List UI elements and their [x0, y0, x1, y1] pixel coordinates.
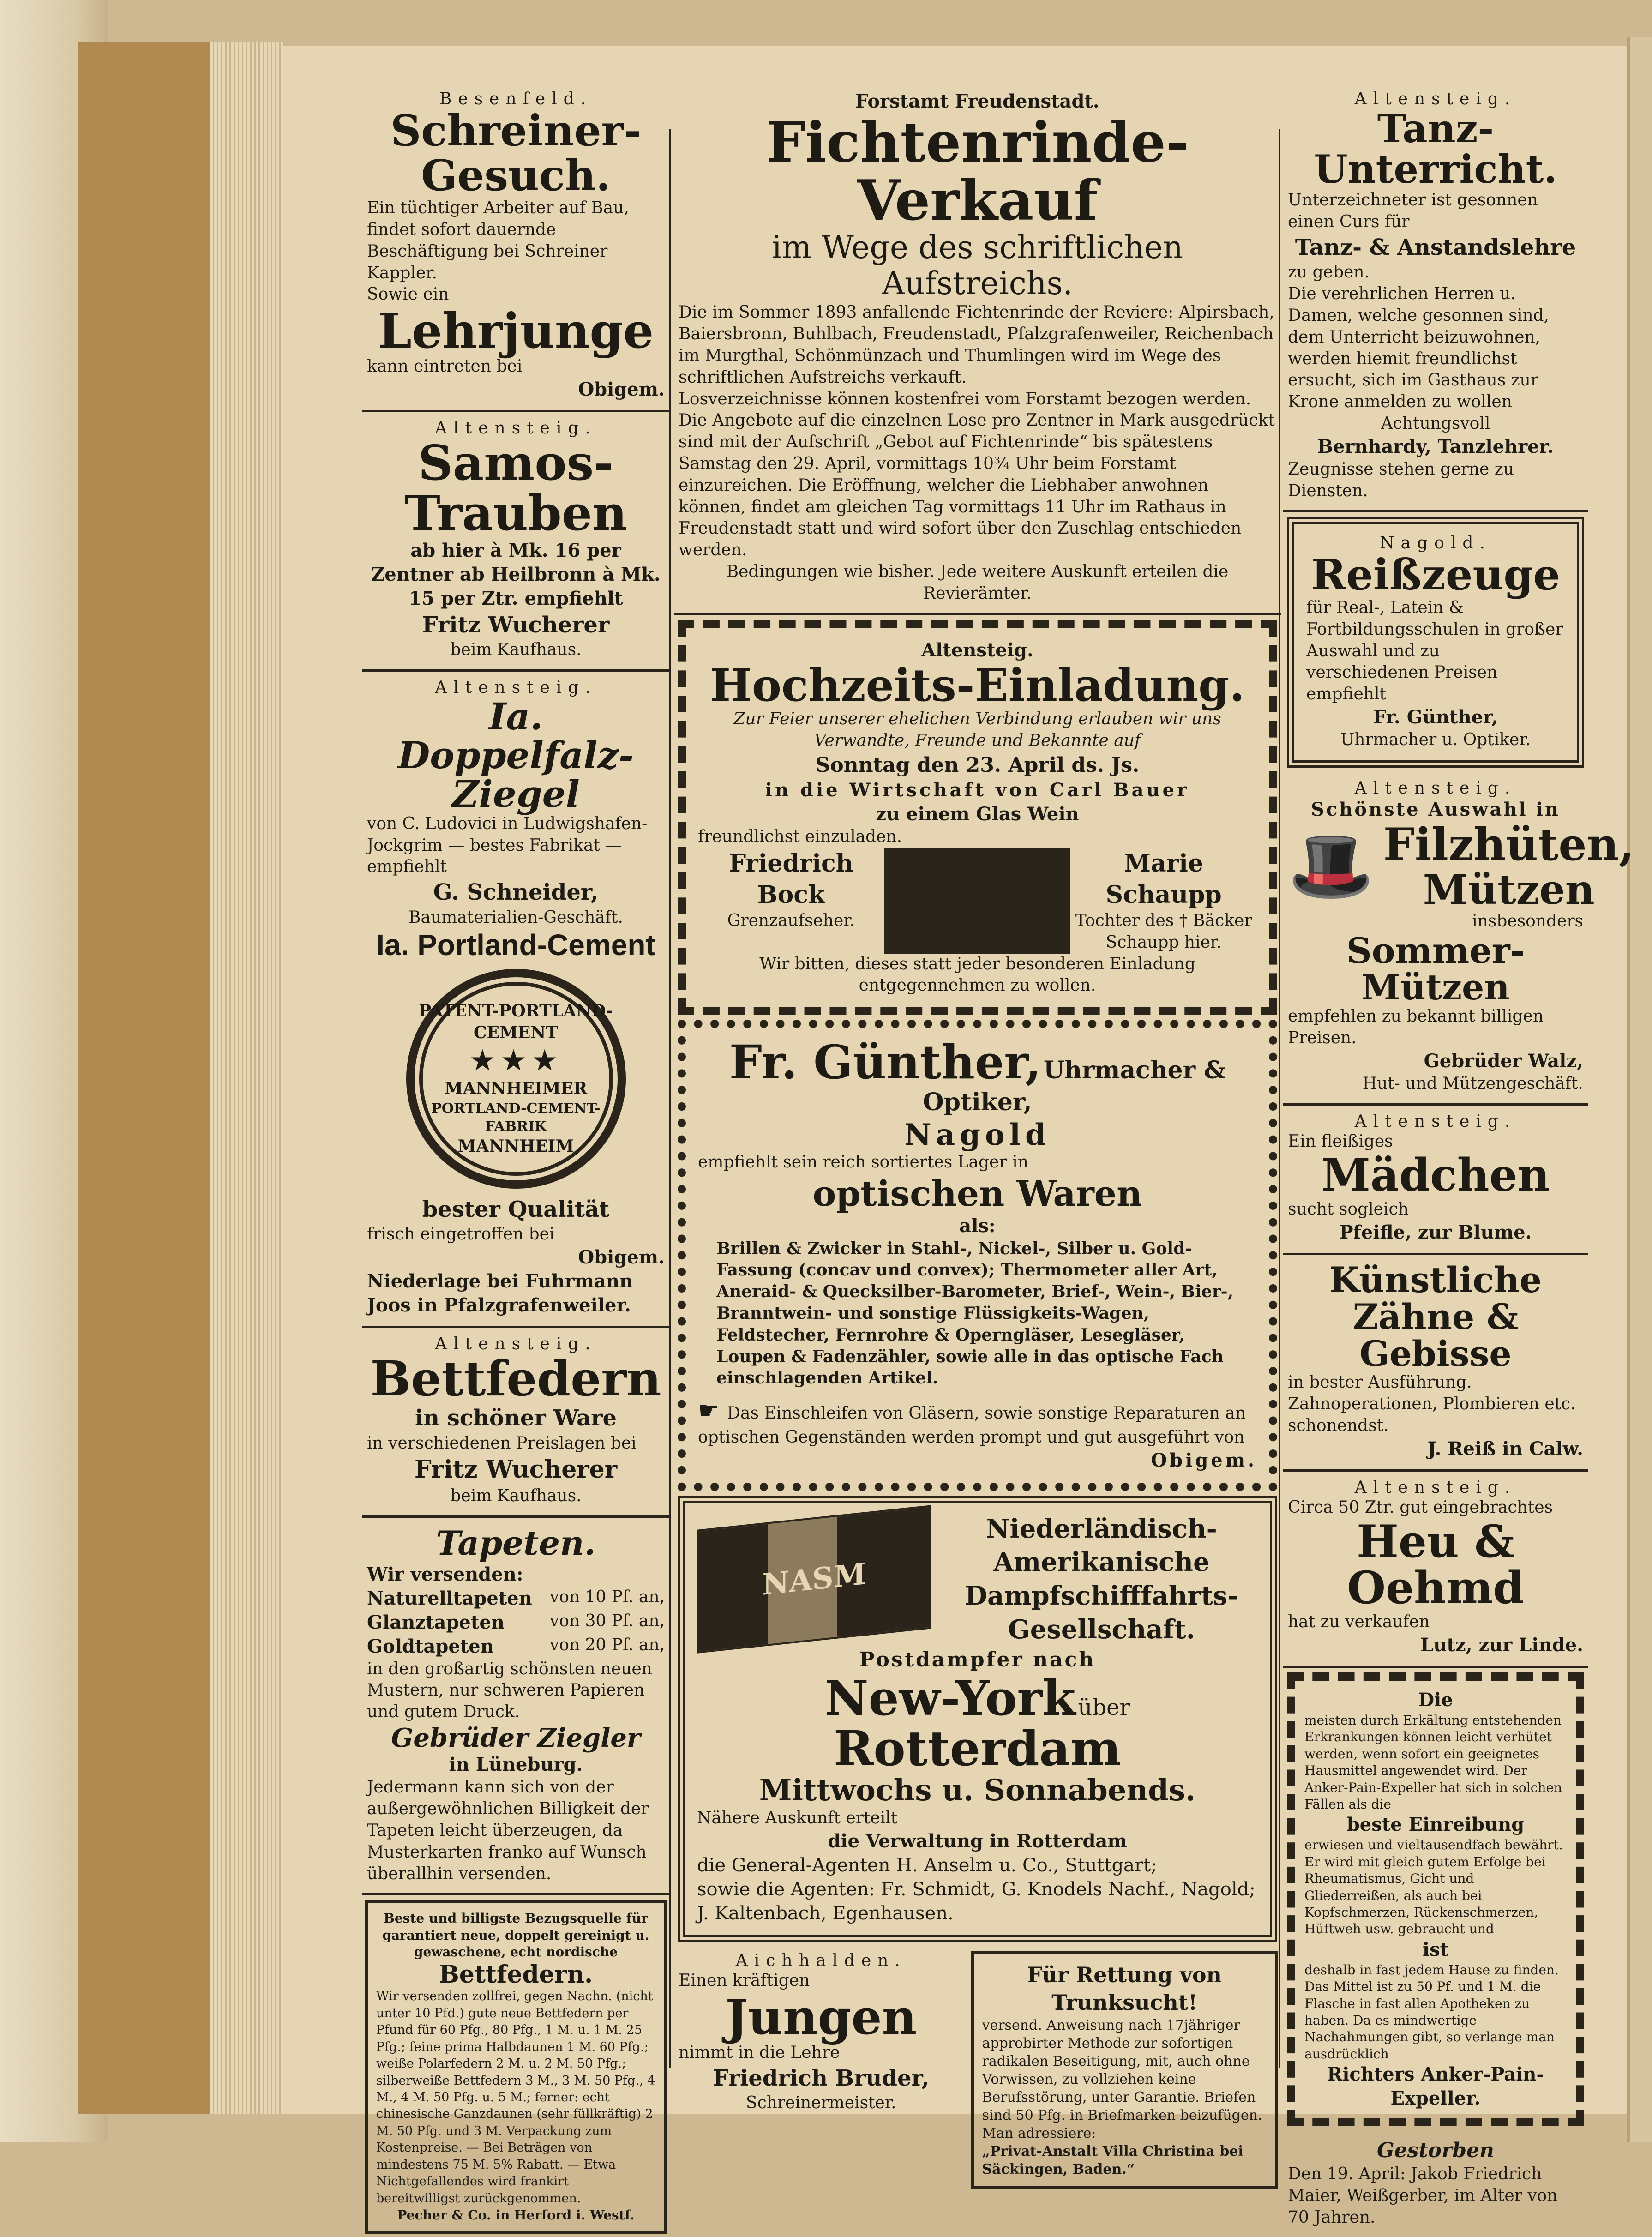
ad-text: Nähere Auskunft erteilt [697, 1808, 898, 1828]
ad-text: Wir versenden: [367, 1563, 523, 1585]
ad-text: kann eintreten bei [367, 357, 523, 376]
ad-venue-sub: zu einem Glas Wein [876, 803, 1079, 825]
ad-text: in bester Ausführung. Zahnoperationen, Plombieren etc. schonendst. [1288, 1373, 1576, 1436]
ad-reisszeuge [1287, 517, 1584, 767]
ad-text: insbesonders [1472, 911, 1583, 931]
ad-route-from: New-York [824, 1670, 1076, 1726]
price-row [367, 1635, 665, 1659]
ad-signature: Pecher & Co. in Herford i. Westf. [397, 2207, 635, 2223]
ad-hochzeit [678, 620, 1277, 1016]
ad-venue: in die Wirtschaft von Carl Bauer [765, 779, 1190, 801]
ad-heading: Ia. Portland-Cement [376, 928, 655, 962]
ad-title: Für Rettung von Trunksucht! [1027, 1962, 1222, 2015]
ad-text: frisch eingetroffen bei [367, 1225, 555, 1244]
ad-place: Altensteig. [1354, 1112, 1517, 1131]
ad-text: Zeugnisse stehen gerne zu Diensten. [1288, 459, 1514, 500]
bride [1070, 848, 1257, 954]
ad-place: Altensteig. [435, 678, 597, 697]
ad-advertiser-sub: Schreinermeister. [745, 2093, 896, 2112]
ad-title: Mädchen [1321, 1149, 1550, 1202]
ad-text: nimmt in die Lehre [679, 2043, 840, 2062]
price-value: von 30 Pf. an, [549, 1611, 665, 1630]
ad-doppelfalz-ziegel [362, 672, 669, 1328]
ad-tapeten [362, 1518, 669, 1896]
ad-heading: Tanz- & Anstandslehre [1295, 234, 1576, 260]
ad-title: Ia. Doppelfalz-Ziegel [397, 694, 634, 816]
ad-text: deshalb in fast jedem Hause zu finden. Das Mittel ist zu 50 Pf. und 1 M. die Flasche in fast allen Apotheken zu haben. Da es mindwertige Nachahmungen gibt, so verlange man ausdrücklich [1304, 1962, 1559, 2062]
ad-heu [1283, 1472, 1588, 1668]
ad-advertiser-sub: in Lüneburg. [449, 1754, 583, 1776]
price-value: von 20 Pf. an, [549, 1635, 665, 1654]
ad-text: Circa 50 Ztr. gut eingebrachtes [1288, 1497, 1553, 1517]
ad-place: Altensteig. [921, 639, 1033, 661]
ad-text: Beste und billigste Bezugsquelle für garantiert neue, doppelt gereinigt u. gewaschene, echt nordische [382, 1911, 649, 1960]
price-item: Naturelltapeten [367, 1587, 532, 1609]
ad-text: in den großartig schönsten neuen Mustern, nur schweren Papieren und gutem Druck. [367, 1659, 652, 1722]
ad-heading: bester Qualität [422, 1196, 610, 1222]
ad-advertiser-sub: beim Kaufhaus. [450, 640, 582, 659]
column-right [1283, 83, 1634, 2227]
column-left [362, 83, 669, 2223]
ad-text: hat zu verkaufen [1288, 1612, 1430, 1632]
ad-place: Nagold. [1380, 534, 1491, 553]
ad-title: Fichtenrinde-Verkauf [766, 110, 1189, 233]
ad-text: Postdampfer nach [859, 1648, 1096, 1672]
ad-route [697, 1670, 1258, 1777]
ad-advertiser: Bernhardy, Tanzlehrer. [1317, 435, 1554, 457]
bride-title: Tochter des † Bäcker Schaupp hier. [1075, 911, 1252, 952]
ad-text: Einen kräftigen [679, 1971, 810, 1990]
notice-gestorben [1283, 2131, 1588, 2237]
ad-route-to: Rotterdam [834, 1720, 1121, 1777]
ad-advertiser: J. Reiß in Calw. [1427, 1437, 1583, 1460]
ad-text: empfiehlt sein reich sortiertes Lager in [698, 1153, 1028, 1172]
ad-place: Altensteig. [435, 419, 597, 438]
ad-trunksucht [971, 1951, 1279, 2189]
groom-title: Grenzaufseher. [727, 911, 855, 931]
ad-bettfedern [362, 1328, 669, 1518]
ad-title: Filzhüten, [1383, 818, 1634, 871]
ad-pain-expeller [1287, 1672, 1584, 2126]
seal-text: MANNHEIMER [444, 1078, 588, 1098]
ad-text: Die verehrlichen Herren u. Damen, welche gesonnen sind, dem Unterricht beizuwohnen, werden hiemit freundlichst ersucht, sich im Gasthaus zur Krone anmelden zu wollen [1288, 284, 1550, 412]
ad-text: Ein fleißiges [1288, 1131, 1393, 1151]
next-page-edge [1627, 37, 1652, 2142]
seal-ring-text: PATENT-PORTLAND-CEMENT [419, 1001, 613, 1043]
ad-text: von C. Ludovici in Ludwigshafen-Jockgrim — bestes Fabrikat — empfiehlt [367, 814, 648, 877]
ad-signature: Obigem. [1151, 1449, 1257, 1471]
ad-text: sucht sogleich [1288, 1200, 1409, 1219]
seal-text: PORTLAND-CEMENT-FABRIK [431, 1100, 601, 1135]
ad-guenther-optik [678, 1020, 1277, 1491]
ad-title: Bettfedern [370, 1350, 661, 1407]
bride-name: Marie Schaupp [1105, 849, 1222, 909]
ad-text: meisten durch Erkältung entstehenden Erkrankungen können leicht verhütet werden, wenn sofort ein geeignetes Hausmittel angewendet wird. Der Anker-Pain-Expeller hat sich in solchen Fällen als die [1304, 1713, 1562, 1812]
ad-text: empfehlen zu bekannt billigen Preisen. [1288, 1007, 1544, 1048]
ad-text: Losverzeichnisse können kostenfrei vom Forstamt bezogen werden. Die Angebote auf die einzelnen Lose pro Zentner in Mark ausgedrückt sind mit der Aufschrift „Gebot auf Fichtenrinde“ bis spätestens Samstag den 29. April, vormittags 10¾ Uhr beim Forstamt einzureichen. Die Eröffnung, welcher die Liebhaber anwohnen können, findet am gleichen Tag vormittags 11 Uhr im Rathaus in Freudenstadt statt und wird sofort über den Zuschlag entschieden werden. [679, 389, 1275, 560]
ad-place: Aichhalden. [735, 1951, 907, 1970]
ad-advertiser: G. Schneider, [433, 879, 599, 906]
price-row [367, 1611, 665, 1635]
ad-repair-text: Das Einschleifen von Gläsern, sowie sonstige Reparaturen an optischen Gegenständen werden prompt und gut ausgeführt von [698, 1404, 1246, 1447]
ad-heading: Lehrjunge [378, 302, 654, 360]
flag-text: NASM [762, 1556, 866, 1602]
price-item: Glanztapeten [367, 1611, 505, 1633]
ad-text: Bedingungen wie bisher. Jede weitere Auskunft erteilen die Revierämter. [726, 562, 1229, 603]
ad-advertiser: Pfeifle, zur Blume. [1339, 1221, 1532, 1244]
ad-title: Niederländisch-Amerikanische Dampfschifffahrts-Gesellschaft. [965, 1513, 1238, 1645]
ad-text: für Real-, Latein & Fortbildungsschulen in großer Auswahl und zu verschiedenen Preisen empfiehlt [1306, 598, 1563, 704]
ad-title: Schreiner-Gesuch. [390, 106, 642, 200]
ad-filzhueten [1283, 772, 1634, 1106]
ad-text: ab hier à Mk. 16 per Zentner ab Heilbronn à Mk. 15 per Ztr. empfiehlt [371, 539, 661, 609]
ad-advertiser-sub: Baumaterialien-Geschäft. [408, 908, 623, 927]
ad-text: die General-Agenten H. Anselm u. Co., Stuttgart; [697, 1854, 1157, 1876]
ad-hat-header [1288, 818, 1634, 914]
ad-advertiser: Fr. Günther, [1373, 706, 1498, 728]
ad-bettfedern-herford [365, 1900, 667, 2234]
ad-text: Niederlage bei Fuhrmann Joos in Pfalzgrafenweiler. [367, 1270, 633, 1317]
ad-text [698, 1395, 1257, 1448]
notice-text: Den 19. April: Jakob Friedrich Maier, Weißgerber, im Alter von 70 Jahren. [1288, 2165, 1558, 2227]
ad-title: Reißzeuge [1310, 550, 1561, 600]
ad-text: Achtungsvoll [1381, 414, 1490, 433]
ad-title: Bettfedern. [439, 1960, 593, 1989]
ad-advertiser: Gebrüder Walz, [1424, 1050, 1583, 1072]
ad-brand: Richters Anker-Pain-Expeller. [1327, 2063, 1544, 2110]
ad-title: Heu & Oehmd [1347, 1515, 1524, 1614]
ad-title: Samos-Trauben [404, 434, 627, 542]
ad-nasm [678, 1496, 1277, 1942]
ad-text: Ein tüchtiger Arbeiter auf Bau, findet sofort dauernde Beschäftigung bei Schreiner Kappler. [367, 198, 629, 283]
ad-advertiser: Gebrüder Ziegler [391, 1723, 641, 1754]
ad-text: Die im Sommer 1893 anfallende Fichtenrinde der Reviere: Alpirsbach, Baiersbronn, Buhlbach, Freudenstadt, Pfalzgrafenweiler, Reichenbach im Murgthal, Schönmünzach und Thumlingen wird im Wege des schriftlichen Aufstreichs verkauft. [679, 303, 1274, 387]
ad-advertiser-sub: beim Kaufhaus. [450, 1486, 582, 1506]
column-rule [669, 129, 671, 2068]
ad-heading: beste Einreibung [1346, 1814, 1525, 1836]
ad-title: Künstliche Zähne & Gebisse [1329, 1259, 1542, 1374]
ad-advertiser: Friedrich Bruder, [713, 2065, 930, 2091]
ad-title: Sommer-Mützen [1346, 930, 1525, 1008]
ad-heading: Die [1418, 1689, 1453, 1711]
ad-subtitle: im Wege des schriftlichen Aufstreichs. [771, 229, 1183, 302]
ad-zaehne [1283, 1255, 1588, 1472]
ad-city: Nagold [904, 1117, 1051, 1152]
ad-place: Besenfeld. [439, 90, 593, 108]
ad-text: versend. Anweisung nach 17jähriger approbirter Methode zur sofortigen radikalen Beseitigung, mit, auch ohne Vorwissen, zu vollziehen keine Berufsstörung, unter Garantie. Briefen sind 50 Pfg. in Briefmarken beizufügen. Man adressiere: [982, 2017, 1262, 2142]
ad-heading: optischen Waren [812, 1173, 1142, 1215]
ad-text: Unterzeichneter ist gesonnen einen Curs für [1288, 191, 1538, 232]
ad-advertiser-sub: Hut- und Mützengeschäft. [1362, 1074, 1583, 1093]
bottom-row [674, 1947, 1281, 2194]
ad-text: Sowie ein [367, 285, 449, 304]
ad-title-sub: Uhrmacher & Optiker, [923, 1056, 1226, 1117]
flag-icon [697, 1505, 931, 1654]
ad-text: Zur Feier unserer ehelichen Verbindung erlauben wir uns Verwandte, Freunde und Bekannte auf [733, 710, 1221, 751]
ad-text: die Verwaltung in Rotterdam [828, 1830, 1127, 1852]
ad-text: sowie die Agenten: Fr. Schmidt, G. Knodels Nachf., Nagold; J. Kaltenbach, Egenhausen. [697, 1878, 1256, 1924]
column-middle [674, 83, 1281, 2178]
ad-samos-trauben [362, 412, 669, 672]
ad-subtitle: in schöner Ware [415, 1405, 617, 1431]
ad-text: als: [959, 1215, 996, 1237]
ad-place: Altensteig. [1354, 90, 1517, 108]
ad-days: Mittwochs u. Sonnabends. [759, 1773, 1196, 1808]
ad-list: Brillen & Zwicker in Stahl-, Nickel-, Silber u. Gold-Fassung (concav und convex); Thermometer aller Art, Aneraid- & Quecksilber-Barometer, Brief-, Wein-, Bier-, Branntwein- und sonstige Flüssigkeits-Wagen, Feldstecher, Fernrohre & Operngläser, Lesegläser, Loupen & Fadenzähler, sowie alle in das optische Fach einschlagenden Artikel. [716, 1239, 1234, 1388]
price-item: Goldtapeten [367, 1635, 494, 1657]
ad-title: Mützen [1423, 865, 1595, 914]
ad-schreiner-gesuch [362, 83, 669, 412]
ad-signature: Obigem. [578, 379, 665, 401]
portland-cement-seal [406, 969, 626, 1189]
ad-signature: Obigem. [578, 1246, 665, 1269]
ad-advertiser: Lutz, zur Linde. [1420, 1634, 1583, 1656]
ad-jungen [674, 1947, 968, 2194]
ad-fichtenrinde [674, 83, 1281, 615]
seal-text: MANNHEIM [457, 1136, 574, 1156]
star-icon: ★★★ [469, 1043, 563, 1078]
ad-titles [1383, 818, 1634, 914]
ad-maedchen [1283, 1106, 1588, 1255]
divider [884, 848, 1071, 954]
hat-stand-icon: 🎩 [1288, 826, 1374, 907]
ad-title: Tapeten. [436, 1523, 596, 1563]
price-row [367, 1587, 665, 1611]
ad-place: Altensteig. [1354, 778, 1517, 798]
pointing-hand-icon: ☛ [698, 1397, 727, 1425]
ad-advertiser: Fritz Wucherer [422, 612, 610, 638]
couple-names [698, 848, 1257, 954]
price-value: von 10 Pf. an, [549, 1587, 665, 1606]
ad-tanz-unterricht [1283, 83, 1588, 512]
ad-advertiser: Fritz Wucherer [414, 1455, 618, 1484]
ad-text: freundlichst einzuladen. [698, 827, 902, 847]
ad-text: Wir versenden zollfrei, gegen Nachn. (nicht unter 10 Pfd.) gute neue Bettfedern per Pfund für 60 Pfg., 80 Pfg., 1 M. u. 1 M. 25 Pfg.; feine prima Halbdaunen 1 M. 60 Pfg.; weiße Polarfedern 2 M. u. 2 M. 50 Pfg.; silberweiße Bettfedern 3 M., 3 M. 50 Pfg., 4 M., 4 M. 50 Pfg. u. 5 M.; ferner: echt chinesische Ganzdaunen (sehr füllkräftig) 2 M. 50 Pfg. und 3 M. Verpackung zum Kostenpreise. — Bei Beträgen von mindestens 75 M. 5% Rabatt. — Etwa Nichtgefallendes wird frankirt bereitwilligst zurückgenommen. [376, 1989, 655, 2206]
notice-title: Gestorben [1377, 2139, 1494, 2163]
ad-title: Jungen [725, 1988, 917, 2045]
ad-text: in verschiedenen Preislagen bei [367, 1433, 637, 1453]
ad-place: Forstamt Freudenstadt. [855, 90, 1099, 112]
ad-place: Altensteig. [435, 1335, 597, 1354]
ad-heading: Schönste Auswahl in [1311, 798, 1560, 820]
ad-place: Altensteig. [1354, 1478, 1517, 1497]
ad-address: „Privat-Anstalt Villa Christina bei Säckingen, Baden.“ [982, 2143, 1244, 2178]
ad-route-via: über [1078, 1695, 1130, 1720]
ad-text: Wir bitten, dieses statt jeder besonderen Einladung entgegennehmen zu wollen. [759, 954, 1195, 995]
ad-title: Tanz-Unterricht. [1314, 106, 1557, 192]
ad-title: Hochzeits-Einladung. [710, 659, 1245, 711]
ad-heading: ist [1422, 1938, 1449, 1960]
ad-advertiser-sub: Uhrmacher u. Optiker. [1340, 730, 1531, 749]
ad-title-line [698, 1035, 1257, 1118]
ad-text: Jedermann kann sich von der außergewöhnlichen Billigkeit der Tapeten leicht überzeugen, da Musterkarten franko auf Wunsch überallhin versenden. [367, 1778, 649, 1883]
ad-text: zu geben. [1288, 263, 1370, 282]
groom [698, 848, 884, 954]
ad-date: Sonntag den 23. April ds. Js. [815, 753, 1140, 777]
ad-header [697, 1512, 1258, 1647]
ad-text: erwiesen und vieltausendfach bewährt. Er wird mit gleich gutem Erfolge bei Rheumatismus, Gicht und Gliederreißen, als auch bei Kopfschmerzen, Rückenschmerzen, Hüftweh usw. gebraucht und [1304, 1837, 1563, 1937]
groom-name: Friedrich Bock [729, 849, 853, 909]
page-edges [210, 42, 284, 2114]
ad-title: Fr. Günther, [729, 1035, 1041, 1090]
